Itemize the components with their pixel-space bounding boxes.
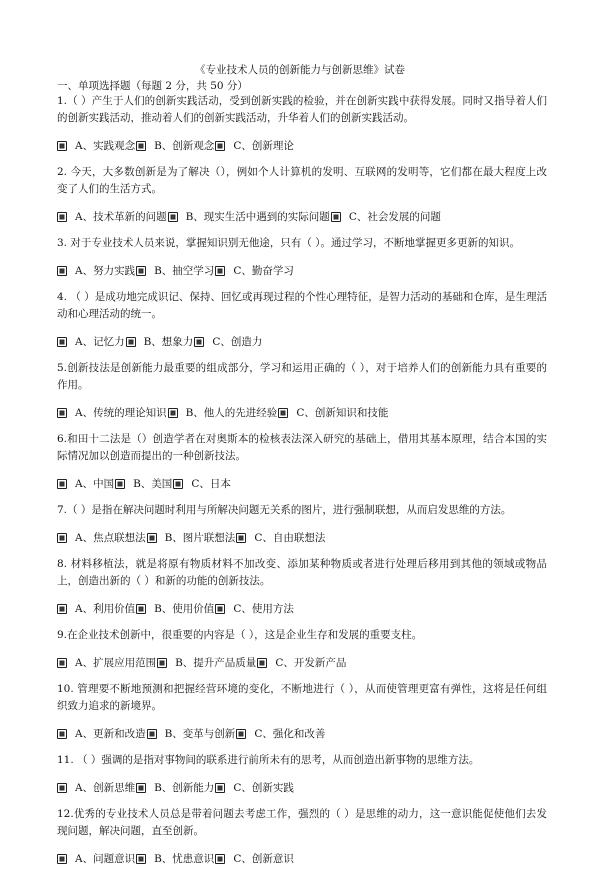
- option-label: C、开发新产品: [275, 656, 347, 669]
- option-a[interactable]: [57, 405, 167, 422]
- radio-button-icon[interactable]: [57, 729, 67, 739]
- answer-options: [57, 332, 547, 352]
- option-label: B、想象力: [143, 335, 194, 348]
- radio-button-icon[interactable]: [215, 266, 225, 276]
- radio-button-icon[interactable]: [136, 854, 146, 864]
- question-text: 12.优秀的专业技术人员总是带着问题去考虑工作，强烈的（ ）是思维的动力，这一意识能促使他们去发现问题，解决问题，直至创新。: [57, 808, 547, 837]
- option-c[interactable]: [277, 405, 388, 422]
- answer-options: [57, 778, 547, 798]
- question-text: 2. 今天，大多数创新是为了解决（），例如个人计算机的发明、互联网的发明等，它们都在最大程度上改变了人们的生活方式。: [57, 166, 547, 195]
- radio-button-icon[interactable]: [168, 212, 178, 222]
- option-a[interactable]: [57, 655, 156, 672]
- option-label: A、技术革新的问题: [75, 210, 167, 223]
- question-text: 10. 管理要不断地预测和把握经营环境的变化，不断地进行（ ），从而使管理更富有弹性，这将是任何组织致力追求的新境界。: [57, 683, 547, 712]
- question-text: 11. （ ）强调的是指对事物间的联系进行前所未有的思考，从而创造出新事物的思维方法。: [57, 754, 480, 766]
- option-c[interactable]: [193, 334, 262, 351]
- option-label: B、美国: [133, 477, 173, 490]
- option-label: C、勤奋学习: [233, 264, 294, 277]
- option-label: B、使用价值: [154, 602, 215, 615]
- radio-button-icon[interactable]: [57, 854, 67, 864]
- answer-options: [57, 207, 547, 227]
- option-c[interactable]: [330, 209, 441, 226]
- answer-options: [57, 474, 547, 494]
- radio-button-icon[interactable]: [57, 408, 67, 418]
- radio-button-icon[interactable]: [147, 533, 157, 543]
- option-a[interactable]: [57, 530, 146, 547]
- radio-button-icon[interactable]: [168, 408, 178, 418]
- option-b[interactable]: [135, 851, 214, 868]
- answer-options: [57, 599, 547, 619]
- option-label: A、更新和改造: [75, 727, 146, 740]
- option-a[interactable]: [57, 209, 167, 226]
- option-label: C、创新意识: [233, 852, 294, 865]
- option-label: C、使用方法: [233, 602, 294, 615]
- option-label: B、现实生活中遇到的实际问题: [185, 210, 330, 223]
- question-text: 9.在企业技术创新中，很重要的内容是（ ），这是企业生存和发展的重要支柱。: [57, 629, 423, 641]
- radio-button-icon[interactable]: [215, 604, 225, 614]
- radio-button-icon[interactable]: [136, 783, 146, 793]
- answer-options: [57, 724, 547, 744]
- question-text: 5.创新技法是创新能力最重要的组成部分，学习和运用正确的（ ），对于培养人们的创新能力具有重要的作用。: [57, 362, 547, 391]
- radio-button-icon[interactable]: [57, 141, 67, 151]
- question-text: 3. 对于专业技术人员来说，掌握知识别无他途，只有（ ）。通过学习，不断地掌握更多更新的知识。: [57, 237, 520, 249]
- answer-options: [57, 136, 547, 156]
- option-label: A、记忆力: [75, 335, 125, 348]
- option-label: C、创造力: [212, 335, 263, 348]
- option-c[interactable]: [214, 263, 294, 280]
- option-a[interactable]: [57, 476, 114, 493]
- answer-options: [57, 653, 547, 673]
- option-label: A、传统的理论知识: [75, 406, 167, 419]
- radio-button-icon[interactable]: [215, 854, 225, 864]
- option-label: C、创新理论: [233, 139, 294, 152]
- option-label: B、抽空学习: [154, 264, 215, 277]
- radio-button-icon[interactable]: [236, 729, 246, 739]
- option-b[interactable]: [146, 530, 236, 547]
- radio-button-icon[interactable]: [57, 783, 67, 793]
- radio-button-icon[interactable]: [278, 408, 288, 418]
- answer-options: [57, 849, 547, 869]
- radio-button-icon[interactable]: [236, 533, 246, 543]
- radio-button-icon[interactable]: [215, 783, 225, 793]
- option-label: B、他人的先进经验: [185, 406, 278, 419]
- radio-button-icon[interactable]: [147, 729, 157, 739]
- question-list: [57, 93, 547, 877]
- question-8: [57, 556, 547, 619]
- radio-button-icon[interactable]: [57, 212, 67, 222]
- radio-button-icon[interactable]: [57, 337, 67, 347]
- option-b[interactable]: [135, 138, 214, 155]
- radio-button-icon[interactable]: [173, 479, 183, 489]
- option-label: C、日本: [191, 477, 231, 490]
- question-5: [57, 360, 547, 423]
- radio-button-icon[interactable]: [136, 604, 146, 614]
- radio-button-icon[interactable]: [57, 533, 67, 543]
- question-6: [57, 431, 547, 494]
- option-a[interactable]: [57, 780, 135, 797]
- option-c[interactable]: [256, 655, 346, 672]
- radio-button-icon[interactable]: [136, 141, 146, 151]
- option-a[interactable]: [57, 851, 135, 868]
- option-b[interactable]: [135, 601, 214, 618]
- radio-button-icon[interactable]: [157, 658, 167, 668]
- radio-button-icon[interactable]: [57, 479, 67, 489]
- option-a[interactable]: [57, 138, 135, 155]
- option-a[interactable]: [57, 263, 135, 280]
- question-7: [57, 502, 547, 548]
- question-3: [57, 235, 547, 281]
- option-label: B、创新能力: [154, 781, 215, 794]
- radio-button-icon[interactable]: [136, 266, 146, 276]
- option-label: B、图片联想法: [164, 531, 236, 544]
- option-label: A、问题意识: [75, 852, 136, 865]
- option-b[interactable]: [125, 334, 194, 351]
- option-c[interactable]: [235, 726, 325, 743]
- question-11: [57, 752, 547, 798]
- option-label: C、社会发展的问题: [348, 210, 441, 223]
- answer-options: [57, 528, 547, 548]
- question-9: [57, 627, 547, 673]
- option-c[interactable]: [214, 780, 294, 797]
- option-label: A、中国: [75, 477, 115, 490]
- option-b[interactable]: [114, 476, 172, 493]
- option-c[interactable]: [214, 851, 294, 868]
- radio-button-icon[interactable]: [257, 658, 267, 668]
- question-text: 8. 材料移植法，就是将原有物质材料不加改变、添加某种物质或者进行处理后移用到其他的领域或物品上，创造出新的（ ）和新的功能的创新技法。: [57, 558, 547, 587]
- option-label: C、创新实践: [233, 781, 294, 794]
- option-c[interactable]: [172, 476, 231, 493]
- option-label: C、强化和改善: [254, 727, 326, 740]
- page-title: 《专业技术人员的创新能力与创新思维》试卷: [195, 64, 405, 76]
- radio-button-icon[interactable]: [194, 337, 204, 347]
- question-text: 1.（ ）产生于人们的创新实践活动，受到创新实践的检验，并在创新实践中获得发展。同时又指导着人们的创新实践活动，推动着人们的创新实践活动，升华着人们的创新实践活动。: [57, 95, 547, 124]
- option-c[interactable]: [235, 530, 325, 547]
- question-text: 6.和田十二法是（）创造学者在对奥斯本的检核表法深入研究的基础上，借用其基本原理，结合本国的实际情况加以创造而提出的一种创新技法。: [57, 433, 547, 462]
- radio-button-icon[interactable]: [57, 266, 67, 276]
- question-1: [57, 93, 547, 156]
- radio-button-icon[interactable]: [126, 337, 136, 347]
- answer-options: [57, 261, 547, 281]
- option-label: A、利用价值: [75, 602, 136, 615]
- radio-button-icon[interactable]: [57, 604, 67, 614]
- option-c[interactable]: [214, 601, 294, 618]
- option-label: A、焦点联想法: [75, 531, 146, 544]
- option-label: C、自由联想法: [254, 531, 326, 544]
- option-a[interactable]: [57, 726, 146, 743]
- option-c[interactable]: [214, 138, 294, 155]
- option-label: A、创新思维: [75, 781, 136, 794]
- option-b[interactable]: [146, 726, 236, 743]
- option-b[interactable]: [135, 263, 214, 280]
- option-b[interactable]: [156, 655, 256, 672]
- option-b[interactable]: [167, 209, 330, 226]
- option-b[interactable]: [135, 780, 214, 797]
- option-label: B、变革与创新: [164, 727, 236, 740]
- answer-options: [57, 403, 547, 423]
- question-12: [57, 806, 547, 869]
- radio-button-icon[interactable]: [215, 141, 225, 151]
- question-4: [57, 289, 547, 352]
- option-label: A、实践观念: [75, 139, 136, 152]
- radio-button-icon[interactable]: [331, 212, 341, 222]
- option-label: A、扩展应用范围: [75, 656, 157, 669]
- option-a[interactable]: [57, 601, 135, 618]
- option-label: A、努力实践: [75, 264, 136, 277]
- question-text: 7.（ ）是指在解决问题时利用与所解决问题无关系的图片，进行强制联想，从而启发思维的方法。: [57, 504, 512, 516]
- radio-button-icon[interactable]: [57, 658, 67, 668]
- option-label: C、创新知识和技能: [296, 406, 389, 419]
- option-label: B、创新观念: [154, 139, 215, 152]
- question-2: [57, 164, 547, 227]
- option-label: B、提升产品质量: [175, 656, 257, 669]
- option-b[interactable]: [167, 405, 278, 422]
- question-10: [57, 681, 547, 744]
- option-a[interactable]: [57, 334, 125, 351]
- section-heading: 一、单项选择题（每题 2 分，共 50 分）: [57, 80, 248, 92]
- option-label: B、忧患意识: [154, 852, 215, 865]
- radio-button-icon[interactable]: [115, 479, 125, 489]
- question-text: 4. （ ）是成功地完成识记、保持、回忆或再现过程的个性心理特征，是智力活动的基础和仓库，是生理活动和心理活动的统一。: [57, 291, 547, 320]
